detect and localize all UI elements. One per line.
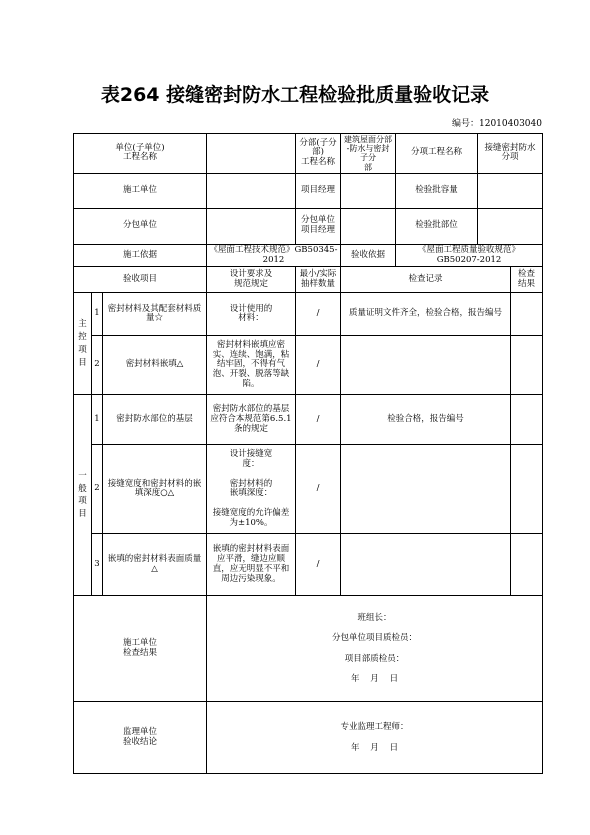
constructor-value[interactable] xyxy=(207,173,296,208)
project-manager-label: 项目经理 xyxy=(296,173,341,208)
table-row xyxy=(74,395,543,445)
row-item: 接缝宽度和密封材料的嵌填深度○△ xyxy=(103,445,207,534)
row-requirement: 设计接缝宽 度： 密封材料的 嵌填深度： 接缝宽度的允许偏差为±10%。 xyxy=(207,445,296,534)
subcontractor-value[interactable] xyxy=(207,208,296,244)
table-row xyxy=(74,293,543,336)
table-row xyxy=(74,336,543,395)
form-code: 编号：12010403040 xyxy=(452,119,542,129)
item-name-label: 分项工程名称 xyxy=(396,134,478,174)
row-sample: / xyxy=(296,293,341,336)
row-requirement: 密封防水部位的基层应符合本规范第6.5.1条的规定 xyxy=(207,395,296,445)
supervisor-date-label: 年 月 日 xyxy=(350,742,399,753)
row-result[interactable] xyxy=(511,395,543,445)
unit-name-value[interactable] xyxy=(207,134,296,174)
row-requirement: 嵌填的密封材料表面应平滑，缝边应顺直，应无明显不平和周边污染现象。 xyxy=(207,534,296,596)
row-number: 3 xyxy=(92,534,103,596)
row-record: 质量证明文件齐全，检验合格，报告编号 xyxy=(341,293,511,336)
col-requirement: 设计要求及 规范规定 xyxy=(207,267,296,293)
row-item: 嵌填的密封材料表面质量△ xyxy=(103,534,207,596)
construction-basis-label: 施工依据 xyxy=(74,244,207,267)
constructor-check-area[interactable] xyxy=(207,596,543,702)
item-name-value: 接缝密封防水 分项 xyxy=(478,134,543,174)
row-item: 密封材料及其配套材料质量☆ xyxy=(103,293,207,336)
row-sample: / xyxy=(296,445,341,534)
row-sample: / xyxy=(296,534,341,596)
col-result: 检查 结果 xyxy=(511,267,543,293)
row-requirement: 设计使用的 材料： xyxy=(207,293,296,336)
inspector-label: 项目部质检员： xyxy=(344,653,405,664)
col-item: 验收项目 xyxy=(74,267,207,293)
col-sample: 最小/实际 抽样数量 xyxy=(296,267,341,293)
row-result[interactable] xyxy=(511,445,543,534)
supervisor-label: 监理单位 验收结论 xyxy=(74,702,207,774)
acceptance-basis-value: 《屋面工程质量验收规范》 GB50207-2012 xyxy=(396,244,543,267)
construction-basis-value: 《屋面工程技术规范》GB50345-2012 xyxy=(207,244,341,267)
row-record xyxy=(341,336,511,395)
row-number: 2 xyxy=(92,336,103,395)
row-sample: / xyxy=(296,395,341,445)
row-result[interactable] xyxy=(511,293,543,336)
general-group-label: 一般项目 xyxy=(74,395,92,596)
sub-pm-value[interactable] xyxy=(341,208,396,244)
col-record: 检查记录 xyxy=(341,267,511,293)
table-row xyxy=(74,445,543,534)
unit-name-label: 单位(子单位) 工程名称 xyxy=(74,134,207,174)
row-number: 2 xyxy=(92,445,103,534)
date-label: 年 月 日 xyxy=(350,674,399,685)
row-item: 密封材料嵌填△ xyxy=(103,336,207,395)
row-result[interactable] xyxy=(511,336,543,395)
project-manager-value[interactable] xyxy=(341,173,396,208)
batch-capacity-label: 检验批容量 xyxy=(396,173,478,208)
row-record: 检验合格，报告编号 xyxy=(341,395,511,445)
batch-capacity-value[interactable] xyxy=(478,173,543,208)
subcontractor-label: 分包单位 xyxy=(74,208,207,244)
batch-part-label: 检验批部位 xyxy=(396,208,478,244)
page-title: 表264 接缝密封防水工程检验批质量验收记录 xyxy=(100,84,490,106)
constructor-check-label: 施工单位 检查结果 xyxy=(74,596,207,702)
supervisor-area[interactable] xyxy=(207,702,543,774)
row-item: 密封防水部位的基层 xyxy=(103,395,207,445)
row-result[interactable] xyxy=(511,534,543,596)
table-row xyxy=(74,534,543,596)
row-number: 1 xyxy=(92,293,103,336)
sub-inspector-label: 分包单位项目质检员： xyxy=(332,633,418,644)
team-leader-label: 班组长： xyxy=(357,613,392,623)
row-requirement: 密封材料嵌填应密实、连续、饱满，粘结牢固，不得有气泡、开裂、脱落等缺陷。 xyxy=(207,336,296,395)
row-record xyxy=(341,534,511,596)
division-name-value: 建筑屋面分部 -防水与密封子分 部 xyxy=(341,134,396,174)
row-record xyxy=(341,445,511,534)
row-number: 1 xyxy=(92,395,103,445)
acceptance-basis-label: 验收依据 xyxy=(341,244,396,267)
division-name-label: 分部(子分部) 工程名称 xyxy=(296,134,341,174)
constructor-label: 施工单位 xyxy=(74,173,207,208)
main-group-label: 主控项目 xyxy=(74,293,92,395)
batch-part-value[interactable] xyxy=(478,208,543,244)
row-sample: / xyxy=(296,336,341,395)
engineer-label: 专业监理工程师： xyxy=(340,722,409,733)
inspection-table xyxy=(73,133,543,774)
sub-pm-label: 分包单位 项目经理 xyxy=(296,208,341,244)
